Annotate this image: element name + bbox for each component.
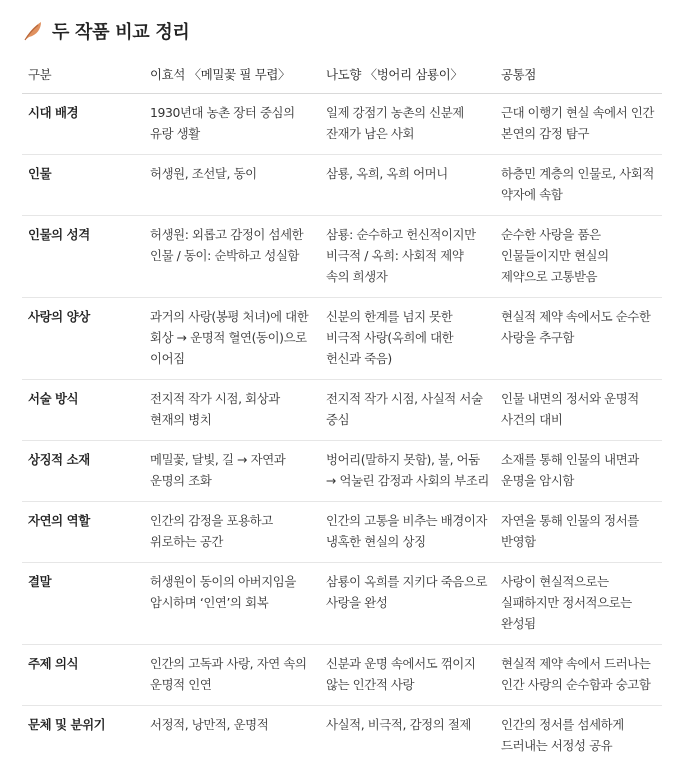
comparison-table — [22, 54, 662, 766]
table-cell: 전지적 작가 시점, 사실적 서술 중심 — [320, 380, 495, 441]
table-cell: 인간의 고통을 비추는 배경이자 냉혹한 현실의 상징 — [320, 502, 495, 563]
table-cell: 인간의 감정을 포용하고 위로하는 공간 — [144, 502, 320, 563]
row-category: 문체 및 분위기 — [22, 706, 144, 766]
column-header: 이효석 〈메밀꽃 필 무렵〉 — [144, 54, 320, 94]
table-cell: 전지적 작가 시점, 회상과 현재의 병치 — [144, 380, 320, 441]
row-category: 자연의 역할 — [22, 502, 144, 563]
table-cell: 삼룡: 순수하고 헌신적이지만 비극적 / 옥희: 사회적 제약 속의 희생자 — [320, 216, 495, 298]
table-header-row — [22, 54, 662, 94]
row-category: 주제 의식 — [22, 645, 144, 706]
table-cell: 인간의 고독과 사랑, 자연 속의 운명적 인연 — [144, 645, 320, 706]
column-header: 구분 — [22, 54, 144, 94]
table-cell: 사실적, 비극적, 감정의 절제 — [320, 706, 495, 766]
table-cell: 신분의 한계를 넘지 못한 비극적 사랑(옥희에 대한 헌신과 죽음) — [320, 298, 495, 380]
table-cell: 과거의 사랑(봉평 처녀)에 대한 회상 → 운명적 혈연(동이)으로 이어짐 — [144, 298, 320, 380]
table-row — [22, 502, 662, 563]
row-category: 시대 배경 — [22, 94, 144, 155]
row-category: 인물의 성격 — [22, 216, 144, 298]
table-cell: 삼룡, 옥희, 옥희 어머니 — [320, 155, 495, 216]
table-cell: 자연을 통해 인물의 정서를 반영함 — [495, 502, 662, 563]
table-row — [22, 216, 662, 298]
table-row — [22, 298, 662, 380]
table-cell: 하층민 계층의 인물로, 사회적 약자에 속함 — [495, 155, 662, 216]
table-cell: 일제 강점기 농촌의 신분제 잔재가 남은 사회 — [320, 94, 495, 155]
table-cell: 허생원이 동이의 아버지임을 암시하며 ‘인연’의 회복 — [144, 563, 320, 645]
row-category: 인물 — [22, 155, 144, 216]
table-cell: 메밀꽃, 달빛, 길 → 자연과 운명의 조화 — [144, 441, 320, 502]
table-row — [22, 441, 662, 502]
row-category: 서술 방식 — [22, 380, 144, 441]
column-header: 공통점 — [495, 54, 662, 94]
table-cell: 근대 이행기 현실 속에서 인간 본연의 감정 탐구 — [495, 94, 662, 155]
table-row — [22, 380, 662, 441]
row-category: 상징적 소재 — [22, 441, 144, 502]
table-cell: 신분과 운명 속에서도 꺾이지 않는 인간적 사랑 — [320, 645, 495, 706]
table-cell: 벙어리(말하지 못함), 불, 어둠 → 억눌린 감정과 사회의 부조리 — [320, 441, 495, 502]
table-cell: 소재를 통해 인물의 내면과 운명을 암시함 — [495, 441, 662, 502]
table-cell: 사랑이 현실적으로는 실패하지만 정서적으로는 완성됨 — [495, 563, 662, 645]
table-cell: 허생원, 조선달, 동이 — [144, 155, 320, 216]
table-cell: 서정적, 낭만적, 운명적 — [144, 706, 320, 766]
table-cell: 삼룡이 옥희를 지키다 죽음으로 사랑을 완성 — [320, 563, 495, 645]
table-cell: 인물 내면의 정서와 운명적 사건의 대비 — [495, 380, 662, 441]
table-cell: 현실적 제약 속에서도 순수한 사랑을 추구함 — [495, 298, 662, 380]
table-row — [22, 563, 662, 645]
table-cell: 인간의 정서를 섬세하게 드러내는 서정성 공유 — [495, 706, 662, 766]
row-category: 사랑의 양상 — [22, 298, 144, 380]
table-cell: 1930년대 농촌 장터 중심의 유랑 생활 — [144, 94, 320, 155]
table-cell: 허생원: 외롭고 감정이 섬세한 인물 / 동이: 순박하고 성실함 — [144, 216, 320, 298]
table-row — [22, 155, 662, 216]
row-category: 결말 — [22, 563, 144, 645]
table-row — [22, 645, 662, 706]
table-cell: 현실적 제약 속에서 드러나는 인간 사랑의 순수함과 숭고함 — [495, 645, 662, 706]
title-row — [22, 14, 675, 48]
column-header: 나도향 〈벙어리 삼룡이〉 — [320, 54, 495, 94]
table-cell: 순수한 사랑을 품은 인물들이지만 현실의 제약으로 고통받음 — [495, 216, 662, 298]
feather-icon — [22, 20, 44, 42]
table-row — [22, 94, 662, 155]
page-title: 두 작품 비교 정리 — [52, 18, 190, 44]
table-row — [22, 706, 662, 766]
